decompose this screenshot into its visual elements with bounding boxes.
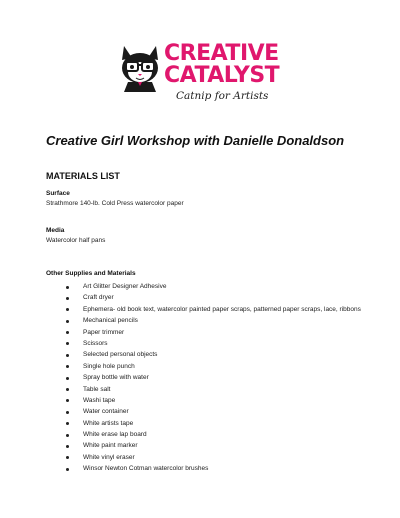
- list-item-text: Art Glitter Designer Adhesive: [83, 283, 167, 290]
- bullet-icon: [66, 342, 69, 345]
- list-item: [66, 317, 366, 325]
- list-item-text: White vinyl eraser: [83, 453, 135, 461]
- media-heading: Media: [46, 227, 65, 234]
- list-item-text: White paint marker: [83, 442, 138, 450]
- list-item-text: Water container: [83, 408, 129, 416]
- surface-heading: Surface: [46, 190, 70, 197]
- cat-with-glasses-icon: [118, 42, 162, 92]
- list-item: [66, 306, 366, 314]
- bullet-icon: [66, 286, 69, 289]
- bullet-icon: [66, 411, 69, 414]
- list-item: [66, 408, 366, 416]
- bullet-icon: [66, 297, 69, 300]
- list-item: [66, 454, 366, 462]
- logo-word-catalyst: [164, 65, 279, 87]
- bullet-icon: [66, 468, 69, 471]
- list-item-text: Mechanical pencils: [83, 317, 138, 325]
- bullet-icon: [66, 320, 69, 323]
- list-item-text: Paper trimmer: [83, 328, 125, 336]
- list-item-text: Craft dryer: [83, 294, 114, 302]
- bullet-icon: [66, 434, 69, 437]
- logo-word-creative: CREATIVE: [164, 41, 279, 66]
- bullet-icon: [66, 331, 69, 334]
- logo-word-cat: CAT: [164, 63, 208, 88]
- list-item: [66, 340, 366, 348]
- list-item-text: White artists tape: [83, 419, 134, 427]
- list-item: [66, 386, 366, 394]
- bullet-icon: [66, 456, 69, 459]
- list-item: [66, 442, 366, 450]
- bullet-icon: [66, 422, 69, 425]
- list-item: [66, 363, 366, 371]
- list-item: [66, 465, 366, 473]
- bullet-icon: [66, 445, 69, 448]
- bullet-icon: [66, 377, 69, 380]
- media-text: Watercolor half pans: [46, 237, 106, 244]
- list-item-text: Single hole punch: [83, 362, 135, 370]
- list-item-text: Washi tape: [83, 396, 116, 404]
- list-item-text: Winsor Newton Cotman watercolor brushes: [83, 465, 209, 473]
- document-title: Creative Girl Workshop with Danielle Donaldson: [46, 133, 345, 148]
- list-item: [66, 420, 366, 428]
- bullet-icon: [66, 399, 69, 402]
- list-item: [66, 294, 366, 302]
- list-item-text: Spray bottle with water: [83, 374, 149, 382]
- list-item-text: Scissors: [83, 339, 108, 347]
- materials-list-heading: MATERIALS LIST: [46, 171, 120, 181]
- bullet-icon: [66, 354, 69, 357]
- list-item-text: Ephemera- old book text, watercolor painted paper scraps, patterned paper scraps, lace, ribbons: [83, 305, 361, 313]
- list-item-text: Selected personal objects: [83, 351, 158, 359]
- bullet-icon: [66, 388, 69, 391]
- logo-tagline: Catnip for Artists: [176, 90, 269, 102]
- list-item-text: White erase lap board: [83, 431, 147, 439]
- bullet-icon: [66, 308, 69, 311]
- bullet-icon: [66, 365, 69, 368]
- list-item: [66, 374, 366, 382]
- supplies-list: [66, 283, 366, 477]
- list-item: [66, 397, 366, 405]
- list-item: [66, 283, 366, 291]
- list-item: [66, 351, 366, 359]
- creative-catalyst-logo: [118, 40, 288, 110]
- surface-text: Strathmore 140-lb. Cold Press watercolor paper: [46, 200, 184, 207]
- list-item: [66, 431, 366, 439]
- list-item-text: Table salt: [83, 385, 111, 393]
- other-supplies-heading: Other Supplies and Materials: [46, 270, 136, 277]
- list-item: [66, 329, 366, 337]
- logo-word-alyst: ALYST: [207, 63, 280, 88]
